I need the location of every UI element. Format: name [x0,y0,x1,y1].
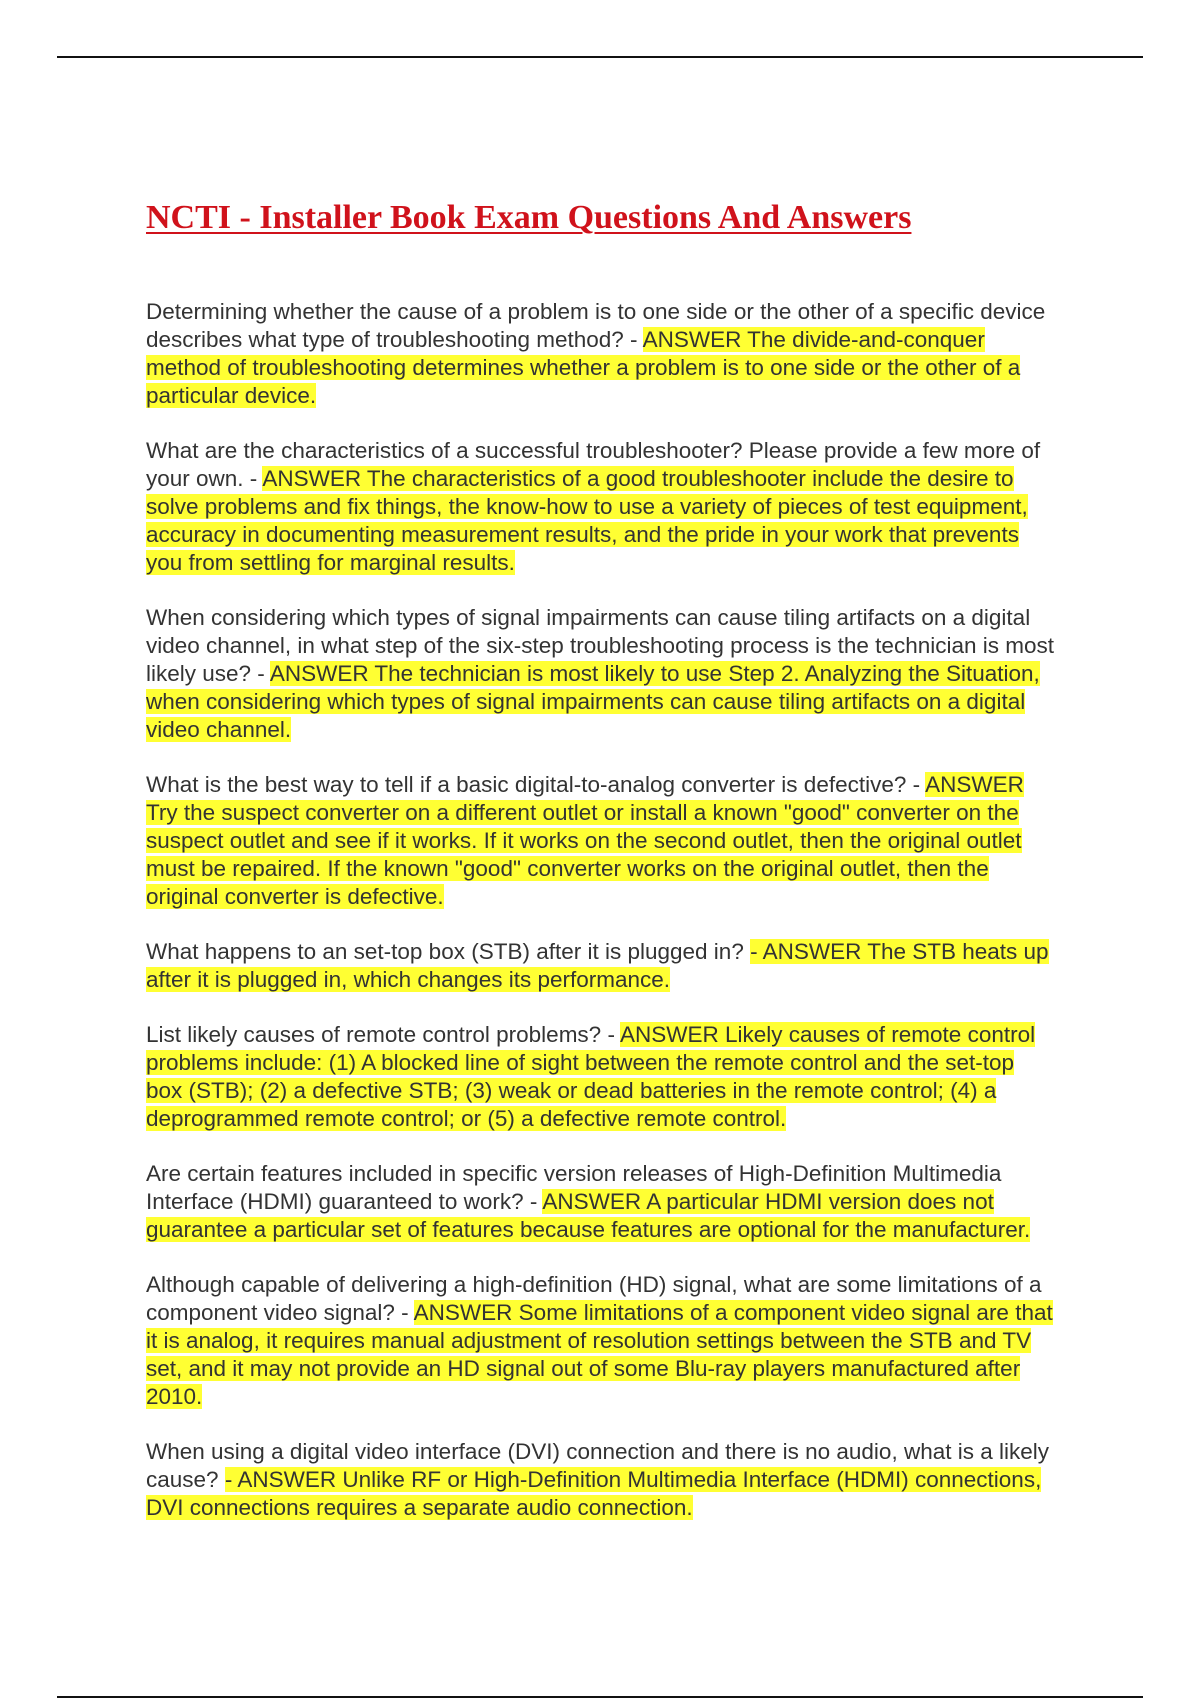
answer-text: ANSWER Some limitations of a component video signal are that it is analog, it requires manual adjustment of resolution settings between the STB and TV set, and it may not provide an HD signal out of some Blu-ray players manufactured after 2010. [146,1300,1053,1409]
qa-item-3 [146,604,1054,744]
answer-text: ANSWER Try the suspect converter on a different outlet or install a known "good" converter on the suspect outlet and see if it works. If it works on the second outlet, then the original outlet must be repaired. If the known "good" converter works on the original outlet, then the original converter is defective. [146,772,1024,909]
qa-item-8 [146,1271,1054,1411]
qa-list [146,298,1054,1549]
answer-text: ANSWER The technician is most likely to use Step 2. Analyzing the Situation, when considering which types of signal impairments can cause tiling artifacts on a digital video channel. [146,661,1040,742]
qa-item-4 [146,771,1054,911]
document-title: NCTI - Installer Book Exam Questions And Answers [146,199,912,236]
qa-item-1 [146,298,1054,410]
answer-text: - ANSWER Unlike RF or High-Definition Multimedia Interface (HDMI) connections, DVI connections requires a separate audio connection. [146,1467,1042,1520]
qa-item-7 [146,1160,1054,1244]
top-rule [57,56,1143,58]
question-text: What happens to an set-top box (STB) after it is plugged in? [146,939,751,964]
answer-text: ANSWER The characteristics of a good troubleshooter include the desire to solve problems and fix things, the know-how to use a variety of pieces of test equipment, accuracy in documenting measurement results, and the pride in your work that prevents you from settling for marginal results. [146,466,1028,575]
answer-text: ANSWER The divide-and-conquer method of troubleshooting determines whether a problem is to one side or the other of a particular device. [146,327,1021,408]
question-text: What is the best way to tell if a basic digital-to-analog converter is defective? - [146,772,926,797]
question-text: When using a digital video interface (DVI) connection and there is no audio, what is a likely cause? [146,1439,1049,1492]
qa-item-9 [146,1438,1054,1522]
question-text: Are certain features included in specific version releases of High-Definition Multimedia Interface (HDMI) guaranteed to work? - [146,1161,1002,1214]
qa-item-5 [146,938,1054,994]
answer-text: ANSWER A particular HDMI version does not guarantee a particular set of features because features are optional for the manufacturer. [146,1189,1031,1242]
qa-item-6 [146,1021,1054,1133]
question-text: List likely causes of remote control problems? - [146,1022,620,1047]
answer-text: ANSWER Likely causes of remote control problems include: (1) A blocked line of sight between the remote control and the set-top box (STB); (2) a defective STB; (3) weak or dead batteries in the remote control; (4) a deprogrammed remote control; or (5) a defective remote control. [146,1022,1036,1131]
question-text: When considering which types of signal impairments can cause tiling artifacts on a digital video channel, in what step of the six-step troubleshooting process is the technician is most likely use? - [146,605,1054,686]
question-text: What are the characteristics of a successful troubleshooter? Please provide a few more of your own. - [146,438,1041,491]
bottom-rule [57,1696,1143,1698]
question-text: Although capable of delivering a high-definition (HD) signal, what are some limitations of a component video signal? - [146,1272,1042,1325]
qa-item-2 [146,437,1054,577]
question-text: Determining whether the cause of a problem is to one side or the other of a specific device describes what type of troubleshooting method? - [146,299,1046,352]
answer-text: - ANSWER The STB heats up after it is plugged in, which changes its performance. [146,939,1049,992]
